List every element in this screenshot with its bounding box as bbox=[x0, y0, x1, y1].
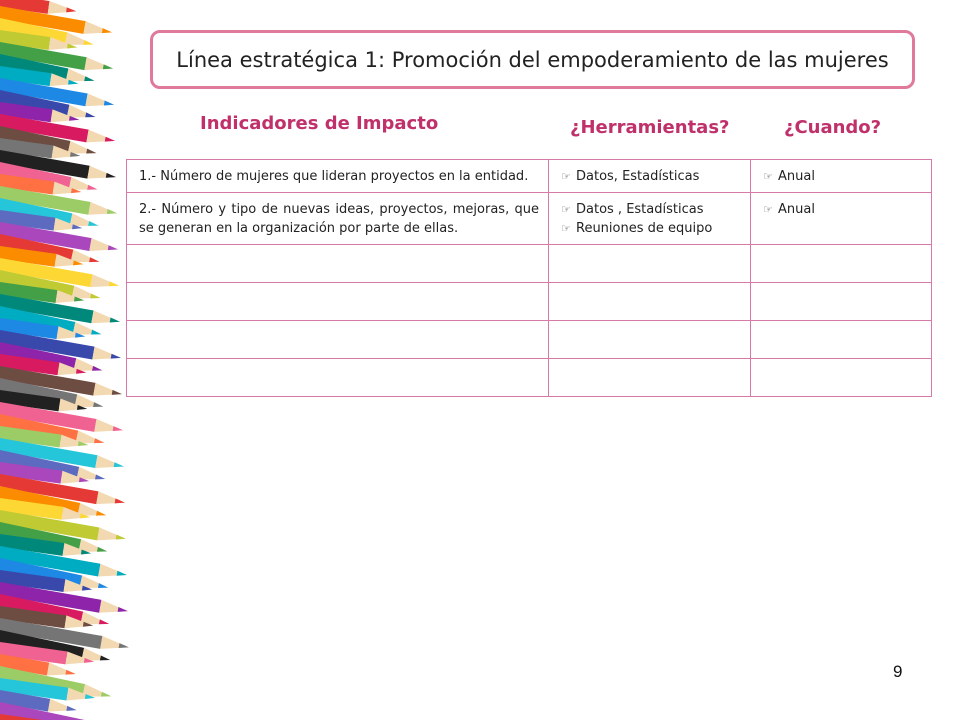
indicator-text: 2.- Número y tipo de nuevas ideas, proyectos, mejoras, que se generan en la organización por parte de ellas. bbox=[139, 202, 539, 236]
colored-pencils-icon bbox=[0, 0, 130, 720]
pointing-hand-icon: ☞ bbox=[763, 170, 773, 183]
table-row bbox=[127, 193, 932, 245]
indicator-cell bbox=[127, 160, 549, 193]
tools-cell bbox=[549, 193, 751, 245]
when-cell bbox=[751, 160, 932, 193]
pointing-hand-icon: ☞ bbox=[763, 203, 773, 216]
table-row bbox=[127, 359, 932, 397]
heading-cuando: ¿Cuando? bbox=[784, 117, 882, 138]
when-cell bbox=[751, 321, 932, 359]
when-text: Anual bbox=[778, 202, 815, 217]
heading-indicadores: Indicadores de Impacto bbox=[200, 113, 439, 134]
indicator-cell bbox=[127, 321, 549, 359]
indicator-cell bbox=[127, 193, 549, 245]
pointing-hand-icon: ☞ bbox=[561, 222, 571, 235]
tools-cell bbox=[549, 321, 751, 359]
indicator-cell bbox=[127, 283, 549, 321]
indicator-cell bbox=[127, 245, 549, 283]
table-row bbox=[127, 245, 932, 283]
pointing-hand-icon: ☞ bbox=[561, 203, 571, 216]
tools-cell bbox=[549, 283, 751, 321]
list-item bbox=[763, 200, 922, 219]
heading-herramientas: ¿Herramientas? bbox=[570, 117, 730, 138]
table-row bbox=[127, 283, 932, 321]
table-row bbox=[127, 160, 932, 193]
when-cell bbox=[751, 359, 932, 397]
tools-cell bbox=[549, 359, 751, 397]
slide-title bbox=[150, 30, 915, 89]
when-cell bbox=[751, 193, 932, 245]
tool-text: Datos , Estadísticas bbox=[576, 202, 704, 217]
tool-text: Datos, Estadísticas bbox=[576, 169, 700, 184]
page-number: 9 bbox=[893, 662, 903, 681]
list-item bbox=[763, 167, 922, 186]
list-item bbox=[561, 167, 741, 186]
indicators-table bbox=[126, 159, 932, 397]
indicator-cell bbox=[127, 359, 549, 397]
list-item bbox=[561, 219, 741, 238]
when-cell bbox=[751, 283, 932, 321]
tool-text: Reuniones de equipo bbox=[576, 221, 713, 236]
table-row bbox=[127, 321, 932, 359]
slide-title-text: Línea estratégica 1: Promoción del empoderamiento de las mujeres bbox=[176, 47, 889, 72]
tools-cell bbox=[549, 160, 751, 193]
when-cell bbox=[751, 245, 932, 283]
when-text: Anual bbox=[778, 169, 815, 184]
indicator-text: 1.- Número de mujeres que lideran proyectos en la entidad. bbox=[139, 169, 529, 184]
tools-cell bbox=[549, 245, 751, 283]
list-item bbox=[561, 200, 741, 219]
pointing-hand-icon: ☞ bbox=[561, 170, 571, 183]
